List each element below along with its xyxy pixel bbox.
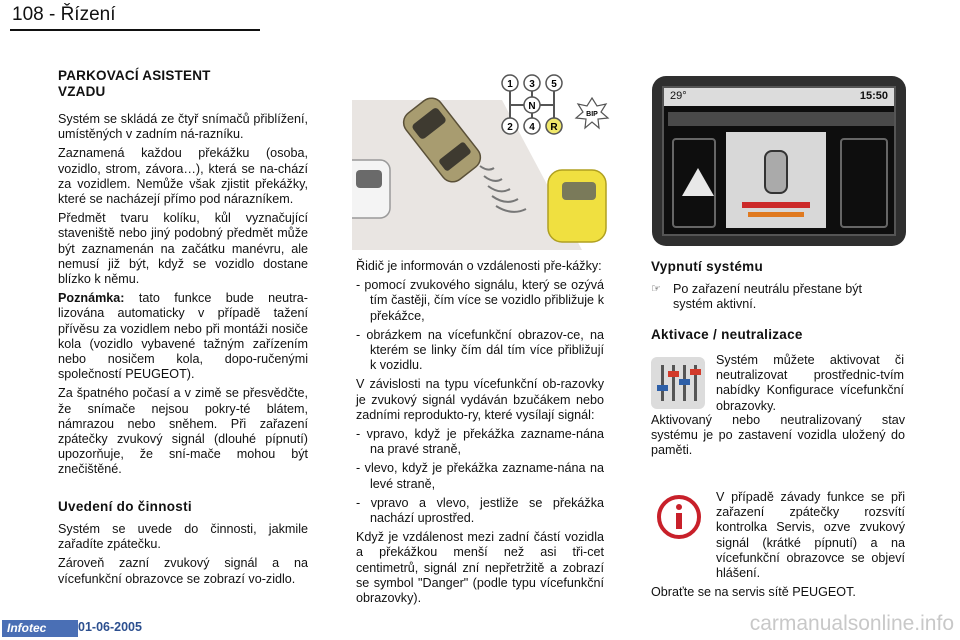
subsection-title-activation: Uvedení do činnosti — [58, 499, 192, 514]
screen-display — [662, 86, 896, 236]
subsection-title-activation-neutralization: Aktivace / neutralizace — [651, 327, 803, 342]
multifunction-screen-illustration — [652, 76, 906, 246]
middle-bullet-1: - pomocí zvukového signálu, který se ozývá tím častěji, čím více se vozidlo přibližuje k překážce, — [356, 278, 604, 323]
left-paragraph-7: Zároveň zazní zvukový signál a na vícefunkční obrazovce se zobrazí vo-zidlo. — [58, 556, 308, 586]
right-paragraph-1: Systém můžete aktivovat či neutralizovat prostřednic-tvím nabídky Konfigurace vícefunkční obrazovky. — [716, 353, 904, 413]
right-activation-text — [716, 353, 904, 418]
middle-paragraph-3: Když je vzdálenost mezi zadní částí vozidla a překážkou menší než asi tři-cet centimetrů, signál zní nepřetržitě a zobrazí se symbol "Danger" (podle typu vícefunkční obrazovky). — [356, 530, 604, 606]
configuration-settings-icon — [651, 357, 705, 409]
middle-paragraph-2: V závislosti na typu vícefunkční ob-razovky je zvukový signál vydáván bzučákem nebo zadními reprodukto-ry, které vysílají signál: — [356, 377, 604, 422]
left-paragraph-2: Zaznamená každou překážku (osoba, vozidlo, strom, závora…), která se na-chází za vozidlem. Nemůže však zjistit překážky, které se nacházejí přímo pod nárazníkem. — [58, 146, 308, 207]
screen-right-panel — [840, 138, 888, 228]
middle-bullet-3: - vpravo, když je překážka zazname-nána na pravé straně, — [356, 427, 604, 457]
subsection-title-disable: Vypnutí systému — [651, 259, 764, 274]
parked-car-right — [548, 170, 606, 242]
screen-status-bar — [664, 88, 894, 106]
car-outline-icon — [764, 150, 788, 194]
screen-temp: 29° — [670, 90, 687, 102]
header-rule — [10, 29, 260, 31]
section-title: PARKOVACÍ ASISTENT VZADU — [58, 68, 211, 99]
pointing-hand-icon: ☞ — [651, 283, 661, 295]
footer-date: 01-06-2005 — [78, 620, 142, 634]
gear-label-4: 4 — [529, 122, 535, 133]
parking-display-panel — [726, 132, 826, 228]
left-paragraph-6: Systém se uvede do činnosti, jakmile zařadíte zpátečku. — [58, 522, 308, 552]
right-paragraph-3: V případě závady funkce se při zařazení zpátečky rozsvítí kontrolka Servis, ozve zvukový signál (krátké pípnutí) a na vícefunkční obrazovce se objeví hlášení. — [716, 490, 905, 581]
gear-label-2: 2 — [507, 122, 513, 133]
gear-label-r: R — [550, 122, 558, 133]
gear-label-n: N — [528, 101, 536, 112]
right-paragraph-2: Aktivovaný nebo neutralizovaný stav systému je po zastavení vozidla uložený do paměti. — [651, 413, 905, 458]
left-lower-column — [58, 499, 308, 591]
obstacle-line-2 — [748, 212, 804, 217]
right-column-activation — [651, 327, 905, 342]
right-service-block — [651, 490, 905, 604]
right-paragraph-4: Obraťte se na servis sítě PEUGEOT. — [651, 585, 856, 600]
infotec-logo: Infotec — [2, 620, 78, 637]
parking-illustration — [352, 70, 612, 250]
left-note: Poznámka: tato funkce bude neutra-lizována automaticky v případě tažení přívěsu za vozidlem nebo při montáži nosiče kola (vozidlo vybavené tažným zařízením nebo nosičem kola, dopo-ručenými společností PEUGEOT). — [58, 291, 308, 382]
middle-bullet-4: - vlevo, když je překážka zazname-nána na levé straně, — [356, 461, 604, 491]
beep-label: BIP — [586, 111, 598, 118]
watermark: carmanualsonline.info — [749, 612, 954, 635]
screen-menu-bar — [668, 112, 894, 126]
left-paragraph-1: Systém se skládá ze čtyř snímačů přiblížení, umístěných v zadním ná-razníku. — [58, 112, 308, 142]
screen-time: 15:50 — [859, 90, 888, 102]
gear-label-1: 1 — [507, 79, 513, 90]
page-header: 108 - Řízení — [12, 4, 116, 25]
right-memory-text — [651, 413, 905, 463]
screen-left-panel — [672, 138, 716, 228]
middle-paragraph-1: Řidič je informován o vzdálenosti pře-kážky: — [356, 259, 602, 273]
middle-bullet-2: - obrázkem na vícefunkční obrazov-ce, na kterém se linky čím dál tím více přibližují k vozidlu. — [356, 327, 604, 373]
left-column — [58, 68, 308, 482]
gear-label-5: 5 — [551, 79, 557, 90]
parked-car-left — [352, 160, 390, 218]
middle-column — [356, 259, 604, 610]
left-paragraph-5: Za špatného počasí a v zimě se přesvědčte, že snímače nejsou pokry-té blátem, námrazou nebo sněhem. Při zařazení zpátečky zvukový signál (dlouhé pípnutí) upozorňuje, že sní-mače mohou být znečištěné. — [58, 386, 308, 477]
obstacle-line-1 — [742, 202, 810, 208]
right-bullet-1: ☞ Po zařazení neutrálu přestane být systém aktivní. — [651, 282, 863, 312]
middle-bullet-5: - vpravo a vlevo, jestliže se překážka nachází uprostřed. — [356, 495, 604, 526]
right-column-top — [651, 259, 905, 312]
left-paragraph-3: Předmět tvaru kolíku, kůl vyznačující staveniště nebo jiný podobný předmět může být zaznamenán na začátku manévru, ale nemusí již být, když se vozidlo dostane blízko k němu. — [58, 211, 308, 287]
gear-label-3: 3 — [529, 79, 535, 90]
